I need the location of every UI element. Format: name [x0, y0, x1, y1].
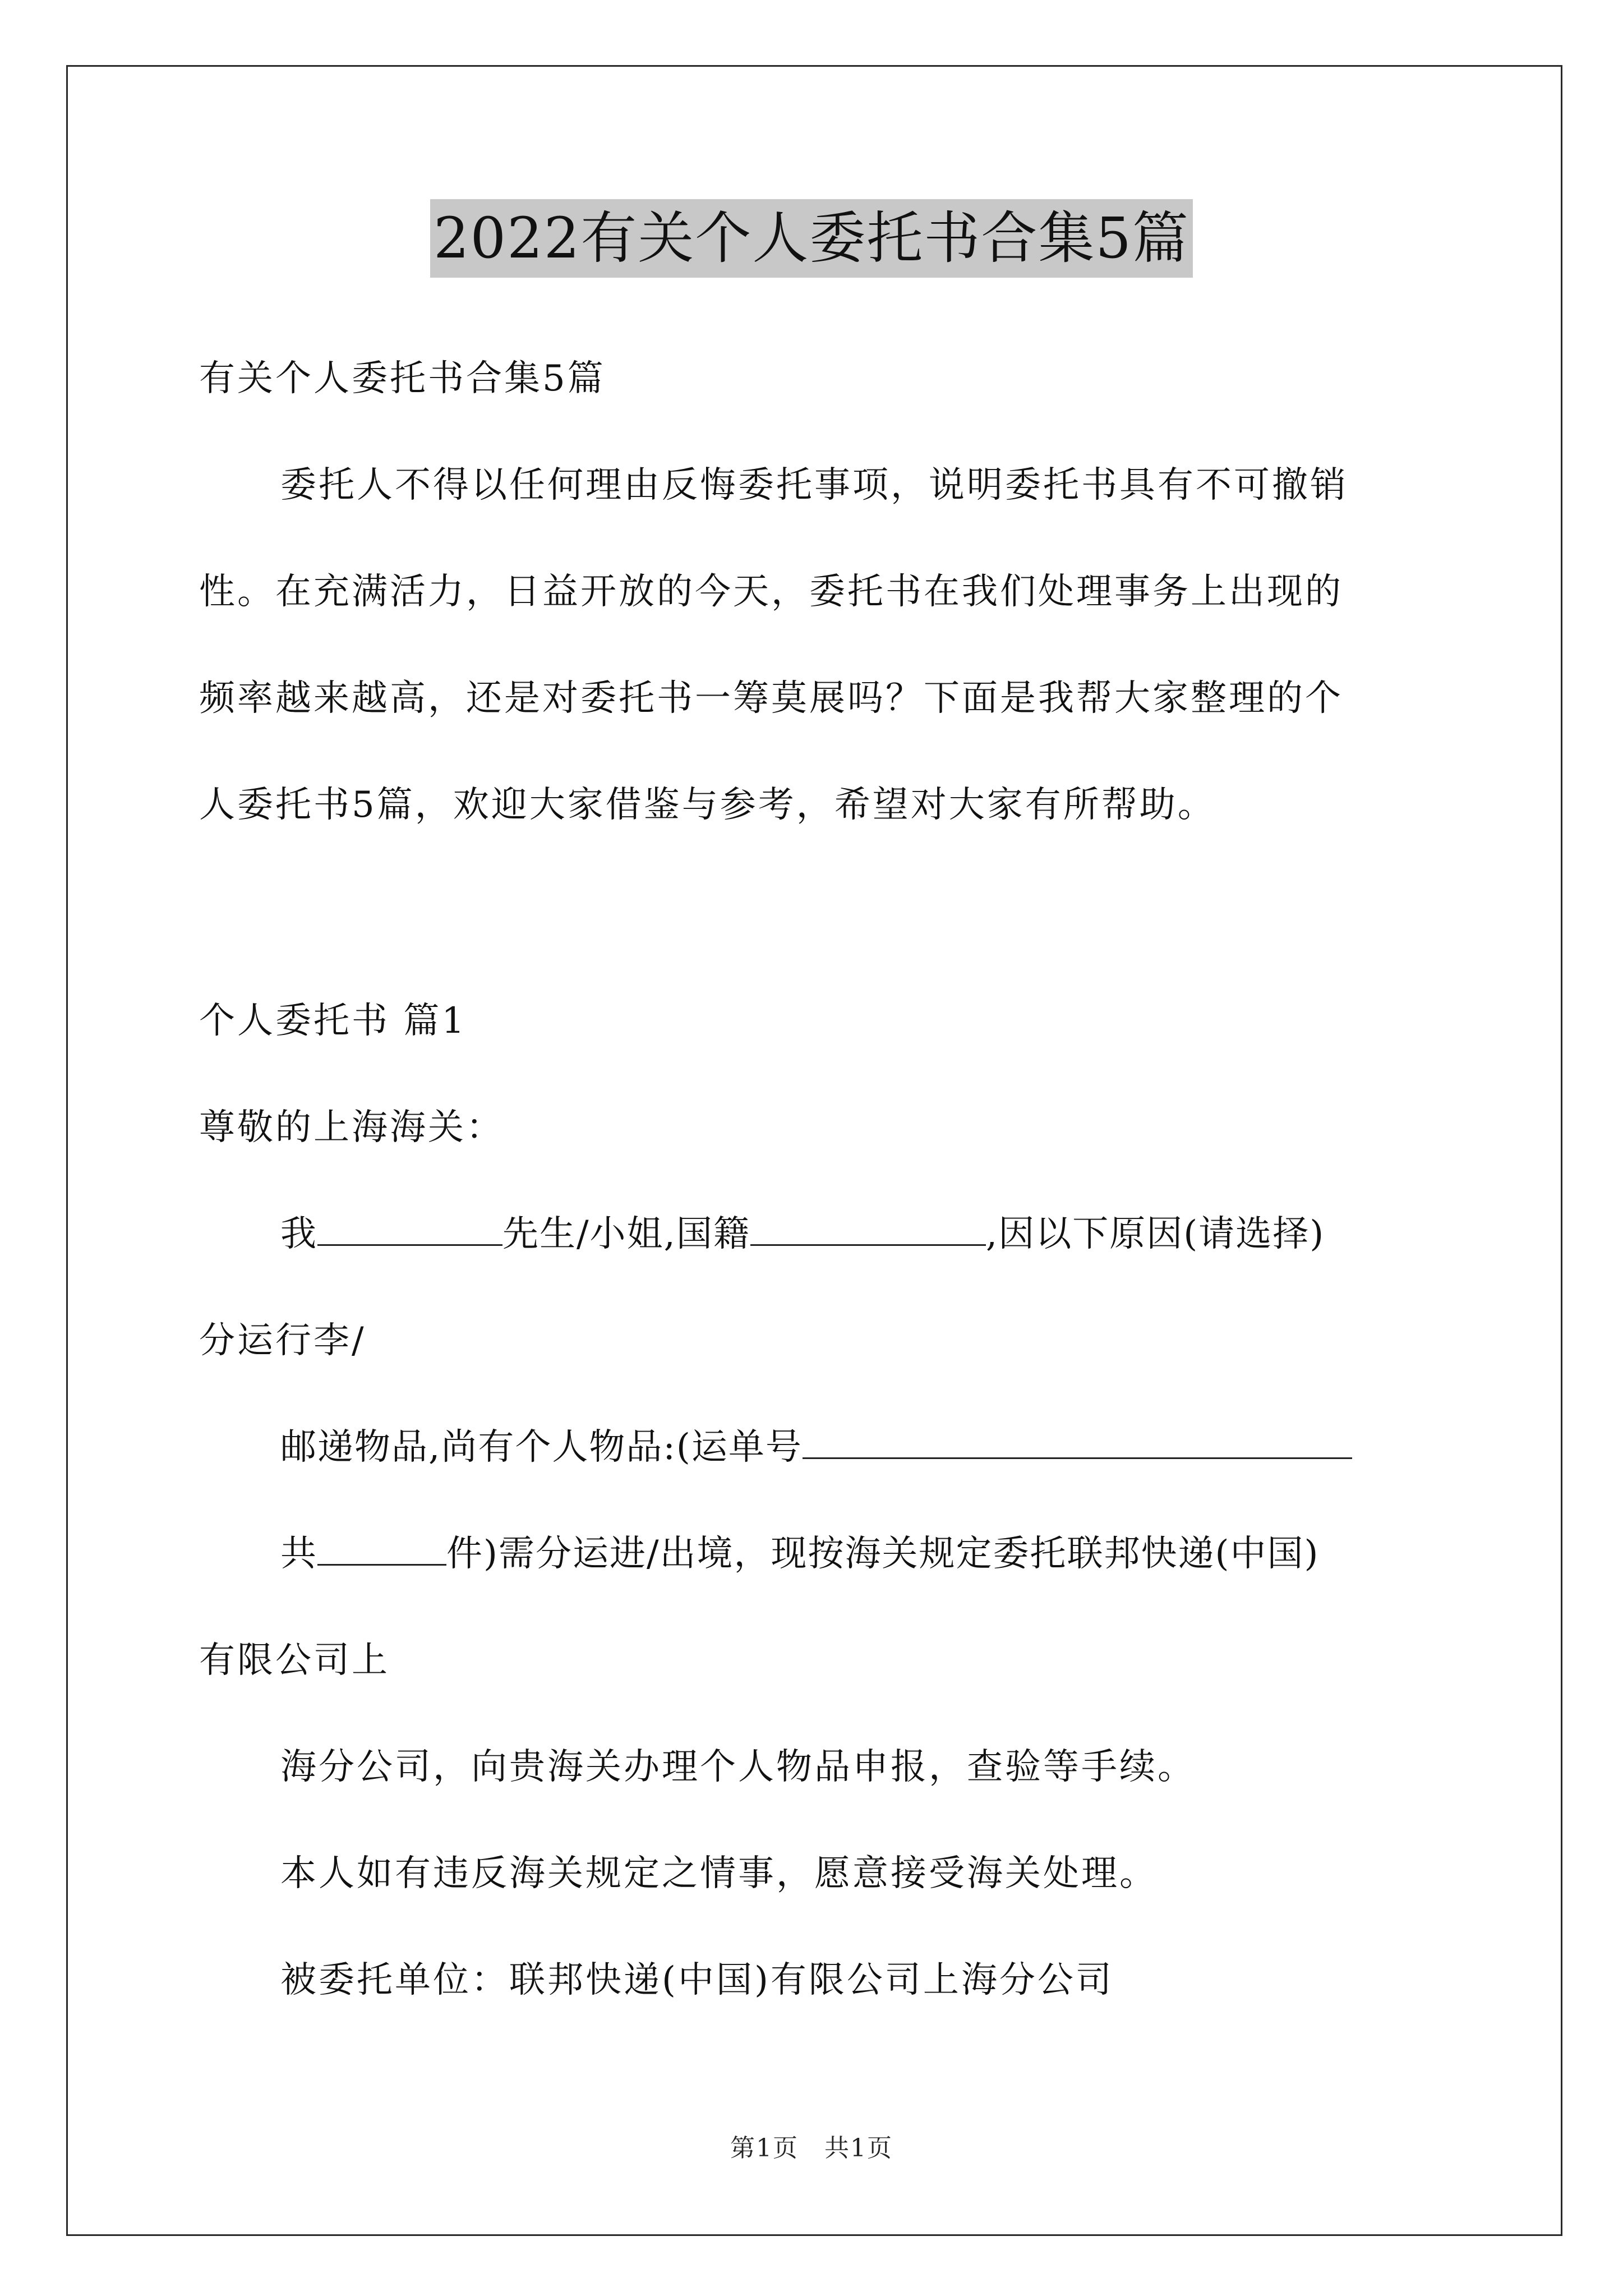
- intro-line-3: 频率越来越高，还是对委托书一筹莫展吗？下面是我帮大家整理的个: [199, 678, 1343, 719]
- form-text-gong: 共: [280, 1533, 317, 1575]
- page-footer: 第1页 共1页: [730, 2134, 893, 2162]
- form-line-company-b: 海分公司，向贵海关办理个人物品申报，查验等手续。: [280, 1746, 1196, 1788]
- form-line-name-nationality: [280, 1209, 1325, 1259]
- form-text-shipment: 件)需分运进/出境，现按海关规定委托联邦快递(中国): [446, 1533, 1320, 1575]
- count-blank[interactable]: [317, 1529, 446, 1566]
- nationality-blank[interactable]: [750, 1209, 986, 1246]
- form-text-waybill: 邮递物品,尚有个人物品:(运单号: [280, 1427, 803, 1468]
- document-title: 2022有关个人委托书合集5篇: [430, 199, 1193, 278]
- form-text-wo: 我: [280, 1213, 317, 1255]
- title-wrap: [0, 199, 1623, 278]
- form-line-entrusted: 被委托单位：联邦快递(中国)有限公司上海分公司: [280, 1959, 1114, 2001]
- intro-line-2: 性。在充满活力，日益开放的今天，委托书在我们处理事务上出现的: [199, 571, 1343, 613]
- section-heading: 个人委托书 篇1: [199, 1000, 467, 1042]
- name-blank[interactable]: [317, 1209, 502, 1246]
- form-line-count: [280, 1529, 1319, 1579]
- subtitle: 有关个人委托书合集5篇: [199, 358, 606, 399]
- form-text-reason: ,因以下原因(请选择): [985, 1213, 1325, 1255]
- form-line-waybill: [280, 1422, 1352, 1473]
- waybill-blank[interactable]: [803, 1423, 1352, 1459]
- form-text-title-nationality: 先生/小姐,国籍: [502, 1213, 750, 1255]
- intro-line-1: 委托人不得以任何理由反悔委托事项，说明委托书具有不可撤销: [280, 464, 1348, 506]
- form-line-luggage: 分运行李/: [199, 1320, 366, 1361]
- form-line-company-a: 有限公司上: [199, 1640, 390, 1681]
- salutation: 尊敬的上海海关：: [199, 1107, 504, 1148]
- form-line-declaration: 本人如有违反海关规定之情事，愿意接受海关处理。: [280, 1853, 1158, 1894]
- intro-line-4: 人委托书5篇，欢迎大家借鉴与参考，希望对大家有所帮助。: [199, 784, 1216, 826]
